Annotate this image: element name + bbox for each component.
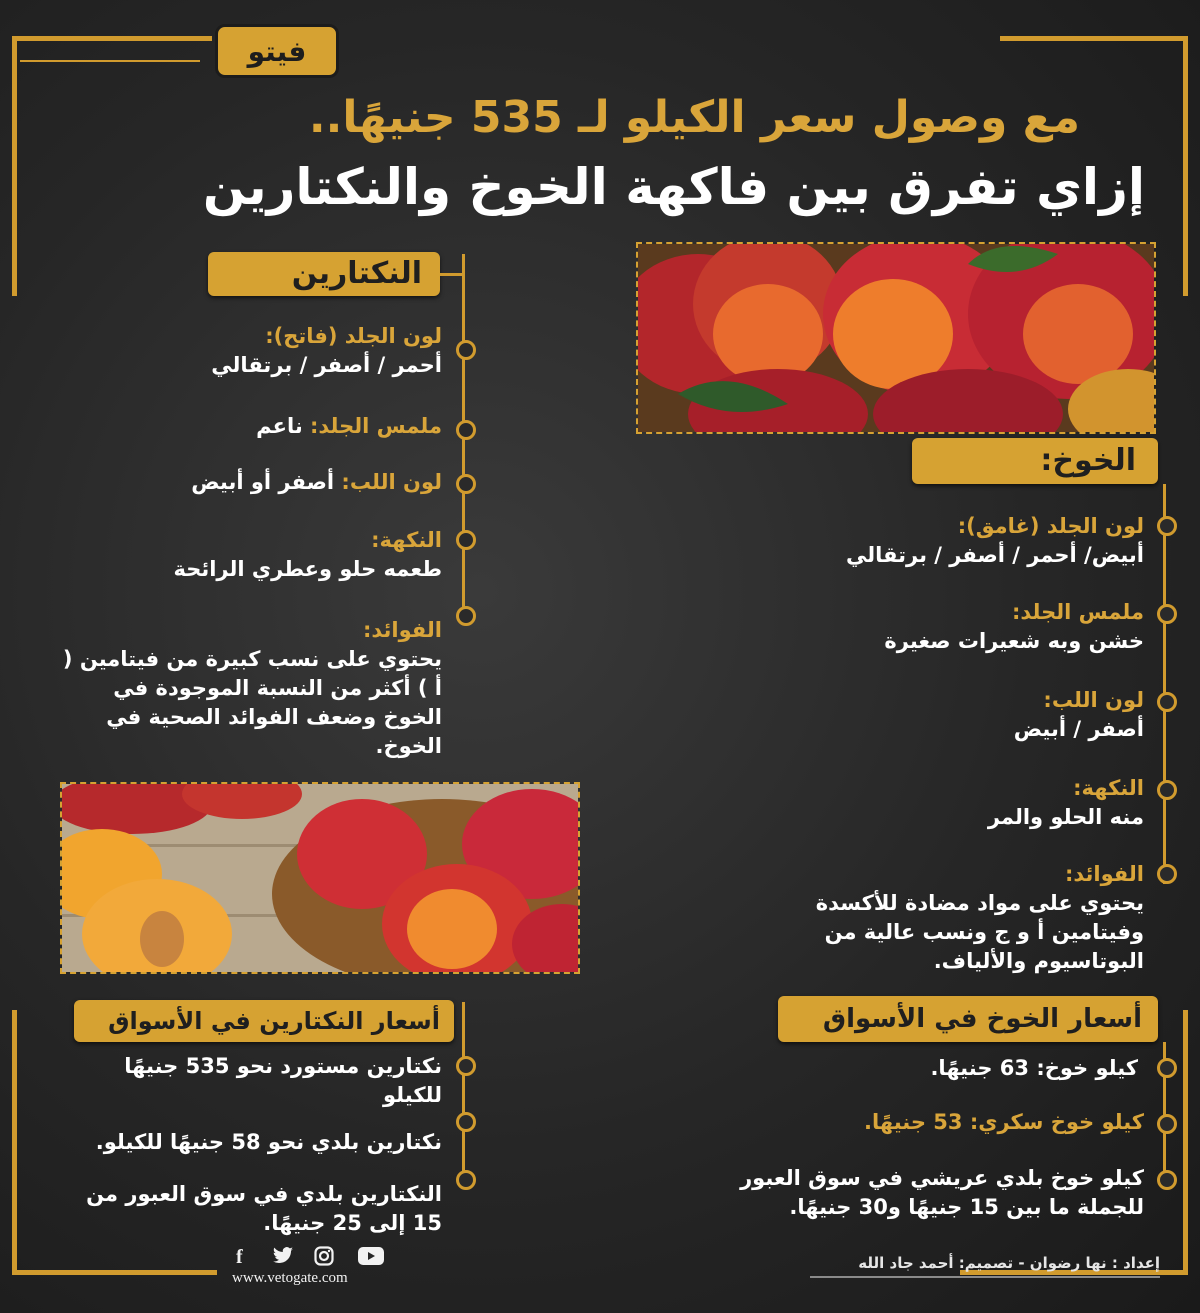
nectarine-price-obour [60, 1180, 442, 1238]
peach-dot-4 [1157, 780, 1177, 800]
nectarine-timeline-connector [440, 273, 462, 276]
nectarine-price-imported-text: نكتارين مستورد نحو 535 جنيهًا للكيلو [124, 1054, 442, 1107]
peach-price-arishi [700, 1164, 1144, 1222]
peach-price-sugar [780, 1108, 1144, 1137]
peach-price-dot-2 [1157, 1114, 1177, 1134]
nectarine-flavor-label: النكهة: [371, 528, 442, 552]
nectarine-price-dot-1 [456, 1056, 476, 1076]
peach-price-arishi-text: كيلو خوخ بلدي عريشي في سوق العبور للجملة ما بين 15 جنيهًا و30 جنيهًا. [740, 1166, 1144, 1219]
nectarine-benefits [60, 616, 442, 761]
peach-flavor-value: منه الحلو والمر [987, 805, 1144, 829]
instagram-icon[interactable] [314, 1246, 334, 1271]
nectarine-photo [60, 782, 580, 974]
nectarine-dot-4 [456, 530, 476, 550]
nectarine-skin-texture-label: ملمس الجلد: [310, 414, 442, 438]
nectarine-price-local-text: نكتارين بلدي نحو 58 جنيهًا للكيلو. [95, 1130, 442, 1154]
website-url[interactable]: www.vetogate.com [232, 1270, 348, 1286]
peach-heading: الخوخ: [912, 438, 1158, 484]
nectarine-flesh-color-value: أصفر أو أبيض [191, 470, 335, 494]
facebook-icon[interactable]: f [236, 1246, 243, 1268]
nectarine-skin-color-value: أحمر / أصفر / برتقالي [211, 353, 442, 377]
nectarine-skin-texture-value: ناعم [256, 414, 303, 438]
nectarine-dot-5 [456, 606, 476, 626]
vetogate-logo: فيتو [215, 24, 339, 78]
youtube-icon[interactable] [358, 1246, 384, 1271]
peach-flesh-color [780, 686, 1144, 744]
peach-photo [636, 242, 1156, 434]
peach-timeline [1163, 484, 1166, 884]
frame-right-vertical-bottom [1183, 1010, 1188, 1275]
nectarine-benefits-label: الفوائد: [363, 618, 442, 642]
peach-price-dot-3 [1157, 1170, 1177, 1190]
peach-dot-1 [1157, 516, 1177, 536]
nectarine-price-imported [90, 1052, 442, 1110]
frame-left-vertical-bottom [12, 1010, 17, 1275]
peach-dot-5 [1157, 864, 1177, 884]
peach-flesh-color-label: لون اللب: [1043, 688, 1144, 712]
peach-skin-texture-value: خشن وبه شعيرات صغيرة [884, 629, 1144, 653]
peach-benefits-label: الفوائد: [1065, 862, 1144, 886]
footer-credits: إعداد : نها رضوان - تصميم: أحمد جاد الله [858, 1254, 1160, 1272]
peach-flavor [780, 774, 1144, 832]
nectarine-heading: النكتارين [208, 252, 440, 296]
peach-skin-color-label: لون الجلد (غامق): [957, 514, 1144, 538]
nectarine-skin-texture [150, 412, 442, 441]
peach-skin-color [780, 512, 1144, 570]
peach-skin-texture-label: ملمس الجلد: [1012, 600, 1144, 624]
frame-right-vertical [1183, 36, 1188, 296]
nectarine-dot-3 [456, 474, 476, 494]
nectarine-price-local [60, 1128, 442, 1157]
peach-dot-3 [1157, 692, 1177, 712]
nectarine-photo-illustration [62, 784, 578, 972]
peach-benefits [790, 860, 1144, 976]
nectarine-flavor-value: طعمه حلو وعطري الرائحة [173, 557, 442, 581]
nectarine-skin-color [150, 322, 442, 380]
nectarine-price-dot-2 [456, 1112, 476, 1132]
peach-price-dot-1 [1157, 1058, 1177, 1078]
twitter-icon[interactable] [272, 1246, 294, 1271]
title-line-2: إزاي تفرق بين فاكهة الخوخ والنكتارين [202, 158, 1145, 216]
peach-price-sugar-text: كيلو خوخ سكري: 53 جنيهًا. [863, 1110, 1144, 1134]
peach-price-regular [780, 1054, 1138, 1083]
frame-top-right-horizontal [1000, 36, 1188, 41]
nectarine-flesh-color-label: لون اللب: [341, 470, 442, 494]
peach-flavor-label: النكهة: [1073, 776, 1144, 800]
nectarine-flesh-color [150, 468, 442, 497]
nectarine-prices-timeline [462, 1002, 465, 1182]
frame-top-left-horizontal-2 [20, 60, 200, 62]
nectarine-dot-1 [456, 340, 476, 360]
nectarine-price-dot-3 [456, 1170, 476, 1190]
nectarine-price-obour-text: النكتارين بلدي في سوق العبور من 15 إلى 25 جنيهًا. [86, 1182, 442, 1235]
nectarine-skin-color-label: لون الجلد (فاتح): [265, 324, 442, 348]
nectarine-prices-heading: أسعار النكتارين في الأسواق [74, 1000, 454, 1042]
peach-photo-illustration [638, 244, 1154, 432]
peach-skin-color-value: أبيض/ أحمر / أصفر / برتقالي [846, 543, 1144, 567]
peach-prices-heading: أسعار الخوخ في الأسواق [778, 996, 1158, 1042]
peach-skin-texture [780, 598, 1144, 656]
peach-flesh-color-value: أصفر / أبيض [1013, 717, 1144, 741]
peach-dot-2 [1157, 604, 1177, 624]
frame-bottom-left [12, 1270, 217, 1275]
footer-credits-underline [810, 1276, 1160, 1278]
nectarine-benefits-value: يحتوي على نسب كبيرة من فيتامين ( أ ) أكثر من النسبة الموجودة في الخوخ وضعف الفوائد الصحية في الخوخ. [62, 647, 442, 758]
frame-top-left-horizontal [12, 36, 212, 41]
title-line-1: مع وصول سعر الكيلو لـ 535 جنيهًا.. [308, 92, 1080, 143]
peach-benefits-value: يحتوي على مواد مضادة للأكسدة وفيتامين أ و ج ونسب عالية من البوتاسيوم والألياف. [815, 891, 1144, 973]
frame-left-vertical [12, 36, 17, 296]
nectarine-flavor [150, 526, 442, 584]
nectarine-dot-2 [456, 420, 476, 440]
peach-price-regular-text: كيلو خوخ: 63 جنيهًا. [930, 1056, 1138, 1080]
